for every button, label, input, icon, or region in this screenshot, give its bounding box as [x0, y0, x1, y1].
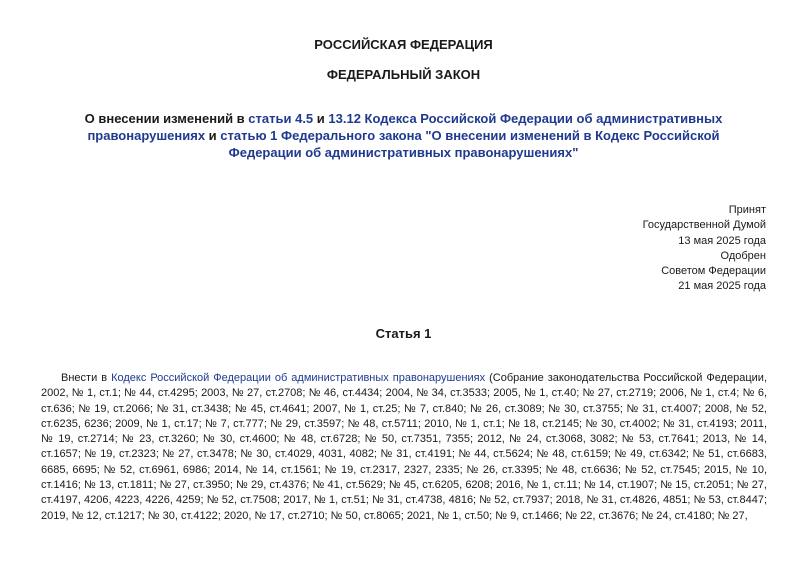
approved-label: Одобрен	[720, 249, 766, 262]
title-link-article-13-12[interactable]: 13.12 Кодекса Российской Федерации об административных правонарушениях	[87, 111, 723, 143]
article-intro: Внести в	[61, 372, 112, 384]
doc-type-heading: ФЕДЕРАЛЬНЫЙ ЗАКОН	[326, 67, 481, 82]
country-heading: РОССИЙСКАЯ ФЕДЕРАЦИЯ	[314, 37, 493, 52]
law-title	[60, 110, 747, 161]
acceptance-block	[643, 203, 766, 295]
title-link-federal-law[interactable]: статью 1 Федерального закона "О внесении изменений в Кодекс Российской Федерации об административных правонарушениях"	[220, 128, 720, 160]
article-heading: Статья 1	[375, 326, 432, 341]
title-text-3: и	[205, 128, 221, 143]
accepted-date: 13 мая 2025 года	[678, 234, 766, 247]
article-text: (Собрание законодательства Российской Федерации, 2002, № 1, ст.1; № 44, ст.4295; 2003, № 27, ст.2708; № 46, ст.4434; 2004, № 34, ст.3533; 2005, № 1, ст.40; № 27, ст.2719; 2006, № 1, ст.4; № 6, ст.636; № 19, ст.2066; № 31, ст.3438; № 45, ст.4641; 2007, № 1, ст.25; № 7, ст.840; № 26, ст.3089; № 30, ст.3755; № 31, ст.4007; 2008, № 52, ст.6235, 6236; 2009, № 1, ст.17; № 7, ст.777; № 29, ст.3597; № 48, ст.5711; 2010, № 1, ст.1; № 18, ст.2145; № 30, ст.4002; № 31, ст.4193; 2011, № 19, ст.2714; № 23, ст.3260; № 30, ст.4600; № 48, ст.6728; № 50, ст.7351, 7355; 2012, № 24, ст.3068, 3082; № 53, ст.7641; 2013, № 14, ст.1657; № 19, ст.2323; № 27, ст.3478; № 30, ст.4029, 4031, 4082; № 31, ст.4191; № 44, ст.5624; № 48, ст.6159; № 49, ст.6342; № 51, ст.6683, 6685, 6695; № 52, ст.6961, 6986; 2014, № 14, ст.1561; № 19, ст.2317, 2327, 2335; № 26, ст.3395; № 48, ст.6636; № 52, ст.7545; 2015, № 10, ст.1416; № 13, ст.1811; № 27, ст.3950; № 29, ст.4376; № 41, ст.5629; № 45, ст.6205, 6208; 2016, № 1, ст.11; № 14, ст.1907; № 15, ст.2051; № 27, ст.4197, 4206, 4223, 4226, 4259; № 52, ст.7508; 2017, № 1, ст.51; № 31, ст.4738, 4816; № 52, ст.7937; 2018, № 31, ст.4826, 4851; № 53, ст.8447; 2019, № 12, ст.1217; № 30, ст.4122; 2020, № 17, ст.2710; № 50, ст.8065; 2021, № 1, ст.50; № 9, ст.1466; № 22, ст.3676; № 24, ст.4180; № 27,	[41, 372, 768, 522]
title-link-article-4-5[interactable]: статьи 4.5	[248, 111, 314, 126]
title-text-2: и	[313, 111, 329, 126]
accepted-label: Принят	[728, 204, 766, 216]
title-text-1: О внесении изменений в	[84, 111, 249, 126]
approved-date: 21 мая 2025 года	[678, 280, 766, 293]
article-body	[41, 371, 767, 524]
admin-code-link[interactable]: Кодекс Российской Федерации об административных правонарушениях	[111, 372, 486, 384]
approved-by: Советом Федерации	[661, 265, 766, 278]
accepted-by: Государственной Думой	[642, 219, 766, 232]
